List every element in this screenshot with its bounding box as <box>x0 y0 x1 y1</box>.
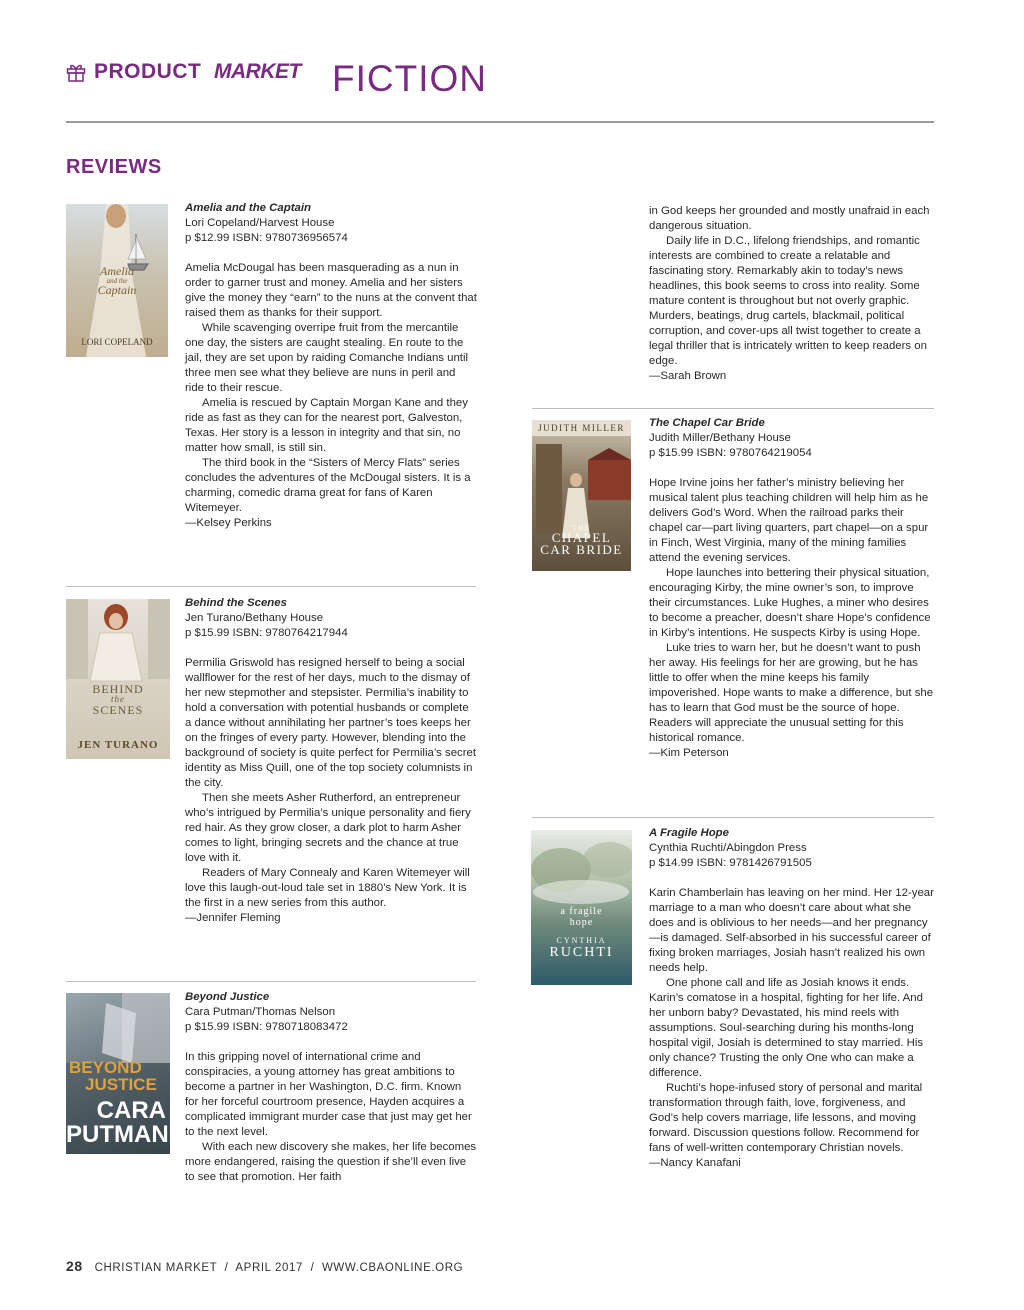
cover-title-line: BEYOND <box>69 1058 142 1077</box>
review-paragraph: Daily life in D.C., lifelong friendships, and romantic interests are combined to create a relatable and fascinating story. Remarkably akin to today’s news headlines, this book seems to cross into reality. Some mature content is throughout but not overly graphic. Murders, beatings, drug cartels, blackmail, political corruption, and cover-ups all twist together to create a legal thriller that is intricately written to keep readers on edge. <box>649 235 927 367</box>
cover-title-line: and the <box>106 277 128 285</box>
review-paragraph: Karin Chamberlain has leaving on her mind. Her 12-year marriage to a man who doesn’t care about what she does and is oblivious to her needs—and her pregnancy—is damaged. Self-absorbed in his successful career of fixing broken marriages, Josiah hasn’t realized his own needs help. <box>649 887 934 974</box>
review-paragraph: While scavenging overripe fruit from the mercantile one day, the sisters are caught stealing. En route to the jail, they are set upon by raiding Comanche Indians until three men see what they believe are nuns in peril and ride to their rescue. <box>185 322 469 394</box>
reviewer-name: —Jennifer Fleming <box>185 912 281 924</box>
review-behind-the-scenes <box>185 596 477 926</box>
cover-title-line: CHAPEL <box>551 530 612 545</box>
price-isbn: p $12.99 ISBN: 9780736956574 <box>185 232 348 244</box>
review-paragraph: Then she meets Asher Rutherford, an entrepreneur who’s intrigued by Permilia’s unique personality and fiery red hair. As they grow closer, a dark plot to harm Asher comes to light, bringing secrets and the chance at true love with it. <box>185 792 471 864</box>
cover-title-line: CAR BRIDE <box>540 542 623 557</box>
review-amelia <box>185 201 477 531</box>
reviewer-name: —Kim Peterson <box>649 747 729 759</box>
review-paragraph: Hope Irvine joins her father’s ministry believing her musical talent plus teaching children will help him as he delivers God’s Word. When the railroad parks their chapel car—part living quarters, part chapel—on a spur in Finch, West Virginia, many of the mining families attend the evening services. <box>649 477 929 564</box>
cover-title-line: a fragile <box>560 906 603 917</box>
review-paragraph: Hope launches into bettering their physical situation, encouraging Kirby, the mine owner’s son, to improve their circumstances. Luke Hughes, a miner who desires to become a preacher, doesn’t share Hope’s confidence in Kirby’s intentions. He suspects Kirby is using Hope. <box>649 567 931 639</box>
author-publisher: Lori Copeland/Harvest House <box>185 217 335 229</box>
cover-title-line: the <box>111 694 125 704</box>
book-title: Beyond Justice <box>185 991 270 1003</box>
review-beyond-justice <box>185 990 477 1185</box>
cover-author: JEN TURANO <box>77 739 159 751</box>
cover-title <box>531 906 632 928</box>
cover-title-line: Amelia <box>100 264 134 278</box>
review-paragraph: The third book in the “Sisters of Mercy Flats” series concludes the adventures of the McDougal sisters. It is a charming, comedic drama great for fans of Karen Witemeyer. <box>185 457 471 514</box>
page-header <box>66 58 934 122</box>
cover-author <box>66 1097 169 1148</box>
page-number: 28 <box>66 1258 83 1274</box>
cover-title-line: Captain <box>97 283 137 297</box>
cover-title <box>66 683 170 716</box>
cover-author-line: CARA <box>96 1097 166 1124</box>
author-publisher: Cynthia Ruchti/Abingdon Press <box>649 842 807 854</box>
review-beyond-justice-continued <box>649 204 936 384</box>
review-paragraph: Amelia is rescued by Captain Morgan Kane and they ride as fast as they can for the nearest port, Galveston, Texas. Her story is a lesson in integrity and that sin, no matter how small, is still sin. <box>185 397 468 454</box>
cover-title <box>532 524 631 556</box>
cover-art <box>66 599 170 759</box>
review-paragraph: Luke tries to warn her, but he doesn’t want to push her away. His feelings for her are growing, but he has little to offer when the mine keeps his family impoverished. Hope wants to make a difference, but she has to learn that God must be the source of hope. Readers will appreciate the unusual setting for this historical romance. <box>649 642 934 744</box>
header-market-label: MARKET <box>214 60 301 83</box>
price-isbn: p $15.99 ISBN: 9780718083472 <box>185 1021 348 1033</box>
header-rule <box>66 121 934 123</box>
cover-title-line: JUSTICE <box>85 1075 157 1094</box>
footer-text: CHRISTIAN MARKET / APRIL 2017 / WWW.CBAONLINE.ORG <box>94 1262 464 1274</box>
review-divider <box>532 817 934 818</box>
book-title: Behind the Scenes <box>185 597 287 609</box>
review-divider <box>66 981 476 982</box>
review-a-fragile-hope <box>649 826 936 1171</box>
header-product-label: PRODUCT <box>94 60 202 83</box>
cover-title-line: SCENES <box>92 703 144 717</box>
gift-icon <box>66 62 86 82</box>
price-isbn: p $15.99 ISBN: 9780764217944 <box>185 627 348 639</box>
cover-title-line: THE <box>572 524 591 532</box>
review-paragraph: Readers of Mary Connealy and Karen Witemeyer will love this laugh-out-loud tale set in 1880’s New York. It is the first in a new series from this author. <box>185 867 470 909</box>
review-paragraph: One phone call and life as Josiah knows it ends. Karin’s comatose in a hospital, fighting for her life. And her unborn baby? Devastated, his mind reels with assumptions. Soul-searching during his months-long hospital vigil, Josiah is determined to stay married. His only chance? Trusting the only One who can make a difference. <box>649 977 924 1079</box>
review-paragraph: Amelia McDougal has been masquerading as a nun in order to garner trust and money. Amelia and her sisters give the money they “earn” to the nuns at the convent that raised them as thanks for their support. <box>185 262 477 319</box>
cover-author-line: RUCHTI <box>549 945 614 960</box>
book-cover-beyond-justice <box>66 993 170 1154</box>
book-cover-chapel-car-bride <box>532 420 631 571</box>
cover-title <box>66 266 168 296</box>
page-footer <box>66 1258 463 1274</box>
review-divider <box>66 586 476 587</box>
cover-author-line: PUTMAN <box>66 1121 169 1148</box>
cover-author-line: CYNTHIA <box>556 936 607 945</box>
book-title: The Chapel Car Bride <box>649 417 765 429</box>
price-isbn: p $14.99 ISBN: 9781426791505 <box>649 857 812 869</box>
price-isbn: p $15.99 ISBN: 9780764219054 <box>649 447 812 459</box>
reviews-heading: REVIEWS <box>66 156 162 178</box>
cover-author <box>531 936 632 959</box>
review-divider <box>532 408 934 409</box>
review-paragraph: Permilia Griswold has resigned herself to being a social wallflower for the rest of her days, much to the dismay of her new stepmother and stepsister. Permilia’s inability to hold a conversation with potential husbands or complete a dance without annihilating her partner’s toes keeps her on the fringes of every party. However, blending into the background of society is quite perfect for Permilia’s secret identity as Miss Quill, one of the top society columnists in the city. <box>185 657 477 789</box>
book-cover-amelia <box>66 204 168 357</box>
book-cover-behind-the-scenes <box>66 599 170 759</box>
author-publisher: Cara Putman/Thomas Nelson <box>185 1006 336 1018</box>
review-paragraph: in God keeps her grounded and mostly unafraid in each dangerous situation. <box>649 205 930 232</box>
book-title: A Fragile Hope <box>649 827 729 839</box>
cover-title-line: hope <box>569 917 594 928</box>
cover-title <box>66 1059 159 1093</box>
review-chapel-car-bride <box>649 416 936 761</box>
author-publisher: Jen Turano/Bethany House <box>185 612 324 624</box>
section-title: FICTION <box>332 58 487 99</box>
book-cover-a-fragile-hope <box>531 830 632 985</box>
book-title: Amelia and the Captain <box>185 202 311 214</box>
author-publisher: Judith Miller/Bethany House <box>649 432 791 444</box>
review-paragraph: With each new discovery she makes, her life becomes more endangered, raising the question if she’ll even live to see that promotion. Her faith <box>185 1141 477 1183</box>
cover-title-line: BEHIND <box>92 682 144 696</box>
review-paragraph: Ruchti’s hope-infused story of personal and marital transformation through faith, love, forgiveness, and God’s help covers marriage, life lessons, and moving forward. Discussion questions follow. Recommend for fans of well-written contemporary Christian novels. <box>649 1082 923 1154</box>
cover-author: LORI COPELAND <box>81 337 153 347</box>
review-paragraph: In this gripping novel of international crime and conspiracies, a young attorney has great ambitions to become a partner in her Washington, D.C. firm. Known for her forceful courtroom presence, Hayden acquires a complicated immigrant murder case that just may get her to the next level. <box>185 1051 472 1138</box>
cover-author: JUDITH MILLER <box>538 423 625 433</box>
reviewer-name: —Sarah Brown <box>649 370 727 382</box>
reviewer-name: —Kelsey Perkins <box>185 517 272 529</box>
reviewer-name: —Nancy Kanafani <box>649 1157 741 1169</box>
